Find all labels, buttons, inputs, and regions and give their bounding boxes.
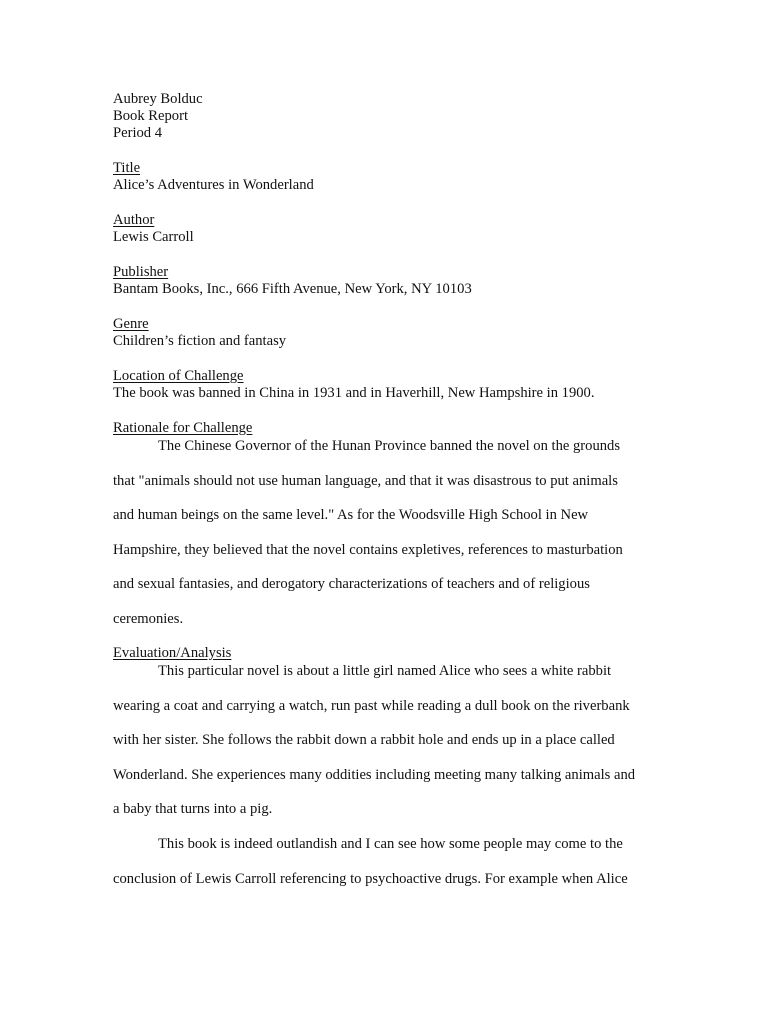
assignment-label: Book Report bbox=[113, 108, 188, 125]
author-section bbox=[113, 212, 673, 246]
rationale-line: The Chinese Governor of the Hunan Province banned the novel on the grounds bbox=[158, 438, 621, 454]
publisher-section bbox=[113, 264, 673, 298]
evaluation-line: conclusion of Lewis Carroll referencing to psychoactive drugs. For example when Alice bbox=[113, 870, 628, 887]
rationale-line: and human beings on the same level." As for the Woodsville High School in New bbox=[113, 507, 589, 523]
location-value: The book was banned in China in 1931 and in Haverhill, New Hampshire in 1900. bbox=[113, 385, 595, 402]
class-period: Period 4 bbox=[113, 125, 163, 142]
title-value: Alice’s Adventures in Wonderland bbox=[113, 177, 314, 194]
evaluation-paragraph-1 bbox=[113, 654, 653, 827]
author-heading: Author bbox=[113, 212, 155, 228]
rationale-line: that "animals should not use human language, and that it was disastrous to put animals bbox=[113, 472, 618, 489]
genre-section bbox=[113, 316, 673, 350]
evaluation-heading: Evaluation/Analysis bbox=[113, 645, 232, 661]
title-heading: Title bbox=[113, 160, 141, 176]
publisher-heading: Publisher bbox=[113, 264, 169, 280]
student-name: Aubrey Bolduc bbox=[113, 91, 203, 107]
rationale-heading: Rationale for Challenge bbox=[113, 420, 253, 436]
rationale-paragraph bbox=[113, 429, 653, 636]
title-section bbox=[113, 160, 673, 194]
location-section bbox=[113, 368, 673, 402]
rationale-line: ceremonies. bbox=[113, 610, 184, 627]
genre-heading: Genre bbox=[113, 316, 149, 332]
evaluation-line: This book is indeed outlandish and I can see how some people may come to the bbox=[158, 836, 623, 852]
rationale-line: and sexual fantasies, and derogatory characterizations of teachers and of religious bbox=[113, 576, 590, 592]
evaluation-line: This particular novel is about a little girl named Alice who sees a white rabbit bbox=[158, 663, 612, 679]
genre-value: Children’s fiction and fantasy bbox=[113, 333, 287, 350]
evaluation-line: wearing a coat and carrying a watch, run past while reading a dull book on the riverbank bbox=[113, 697, 630, 714]
student-header bbox=[113, 91, 673, 143]
evaluation-line: with her sister. She follows the rabbit down a rabbit hole and ends up in a place called bbox=[113, 732, 615, 748]
evaluation-paragraph-2 bbox=[113, 827, 653, 896]
publisher-value: Bantam Books, Inc., 666 Fifth Avenue, New York, NY 10103 bbox=[113, 281, 472, 298]
author-value: Lewis Carroll bbox=[113, 229, 194, 246]
evaluation-line: Wonderland. She experiences many oddities including meeting many talking animals and bbox=[113, 766, 636, 783]
evaluation-line: a baby that turns into a pig. bbox=[113, 801, 273, 817]
rationale-line: Hampshire, they believed that the novel contains expletives, references to masturbation bbox=[113, 541, 623, 558]
location-heading: Location of Challenge bbox=[113, 368, 244, 384]
